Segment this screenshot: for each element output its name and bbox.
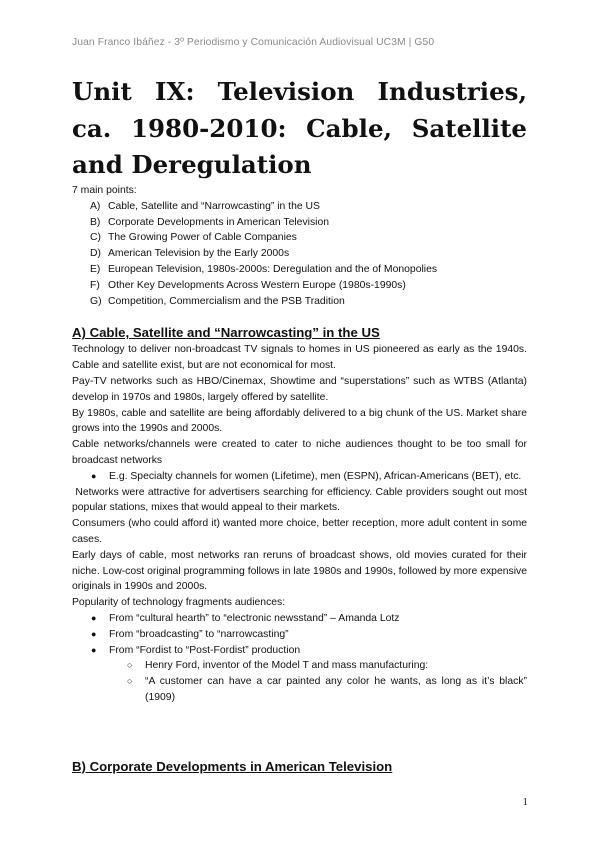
list-item <box>72 199 527 215</box>
list-item-text: Other Key Developments Across Western Europe (1980s-1990s) <box>108 279 406 291</box>
list-item <box>72 278 527 294</box>
section-b-heading: B) Corporate Developments in American Television <box>72 759 393 774</box>
list-item <box>72 246 527 262</box>
list-marker: E) <box>90 263 101 275</box>
paragraph: Pay-TV networks such as HBO/Cinemax, Showtime and “superstations” such as WTBS (Atlanta) develop in 1970s and 1980s, largely offered by satellite. <box>72 375 527 403</box>
list-item <box>72 215 527 231</box>
sub-bullet-list <box>72 658 527 705</box>
paragraph: Early days of cable, most networks ran reruns of broadcast shows, old movies curated for their niche. Low-cost original programming follows in late 1980s and 1990s, followed by more expensive originals in 1990s and 2000s. <box>72 549 527 593</box>
bullet-list <box>72 611 527 658</box>
page-header: Juan Franco Ibáñez - 3º Periodismo y Comunicación Audiovisual UC3M | G50 <box>72 37 435 48</box>
bullet-icon: ● <box>91 644 97 655</box>
list-item-text: From “broadcasting” to “narrowcasting” <box>109 628 289 640</box>
intro-text: 7 main points: <box>72 185 137 196</box>
list-item <box>72 230 527 246</box>
circle-bullet-icon: ○ <box>127 660 133 671</box>
list-item-text: From “cultural hearth” to “electronic newsstand” – Amanda Lotz <box>109 612 400 624</box>
list-marker: B) <box>90 216 101 228</box>
bullet-list <box>72 469 527 485</box>
page-number: 1 <box>522 796 528 808</box>
list-item-text: The Growing Power of Cable Companies <box>108 232 297 244</box>
bullet-icon: ● <box>91 470 97 481</box>
list-item-text: American Television by the Early 2000s <box>108 248 290 260</box>
list-item <box>72 611 527 627</box>
main-points-list <box>72 199 527 310</box>
bullet-icon: ● <box>91 628 97 639</box>
list-item <box>72 294 527 310</box>
paragraph: Popularity of technology fragments audiences: <box>72 597 286 609</box>
paragraph: By 1980s, cable and satellite are being affordably delivered to a big chunk of the US. Market share grows into the 1990s and 2000s. <box>72 407 527 435</box>
paragraph: Consumers (who could afford it) wanted more choice, better reception, more adult content in some cases. <box>72 518 527 545</box>
paragraph: Networks were attractive for advertisers searching for efficiency. Cable providers sought out most popular stations, mixes that would appeal to their markets. <box>72 486 530 514</box>
document-body <box>72 183 530 706</box>
list-item-text: European Television, 1980s-2000s: Deregulation and the of Monopolies <box>108 263 438 275</box>
list-item <box>72 674 527 706</box>
paragraph: Technology to deliver non-broadcast TV signals to homes in US pioneered as early as the 1940s. Cable and satellite exist, but are not economical for most. <box>72 344 527 372</box>
paragraph: Cable networks/channels were created to cater to niche audiences thought to be too small for broadcast networks <box>72 439 527 466</box>
list-item <box>72 643 527 659</box>
list-item <box>72 627 527 643</box>
list-item-text: “A customer can have a car painted any color he wants, as long as it’s black” (1909) <box>145 676 527 703</box>
list-item-text: Competition, Commercialism and the PSB Tradition <box>108 295 345 307</box>
list-item-text: Cable, Satellite and “Narrowcasting” in the US <box>108 200 320 212</box>
list-item-text: Henry Ford, inventor of the Model T and mass manufacturing: <box>145 660 429 672</box>
circle-bullet-icon: ○ <box>127 676 133 687</box>
list-item <box>72 469 527 485</box>
list-item-text: From “Fordist to “Post-Fordist” production <box>109 644 301 656</box>
list-marker: C) <box>90 232 101 244</box>
list-marker: D) <box>90 248 101 260</box>
list-item-text: E.g. Specialty channels for women (Lifetime), men (ESPN), African-Americans (BET), etc. <box>109 470 522 482</box>
list-marker: A) <box>90 200 101 212</box>
list-item <box>72 262 527 278</box>
page-title: Unit IX: Television Industries, ca. 1980-2010: Cable, Satellite and Deregulation <box>72 77 527 179</box>
list-item-text: Corporate Developments in American Television <box>108 216 330 228</box>
section-a-heading: A) Cable, Satellite and “Narrowcasting” in the US <box>72 325 380 341</box>
list-marker: G) <box>90 295 102 307</box>
bullet-icon: ● <box>91 612 97 623</box>
list-marker: F) <box>90 279 100 291</box>
list-item <box>72 658 527 674</box>
